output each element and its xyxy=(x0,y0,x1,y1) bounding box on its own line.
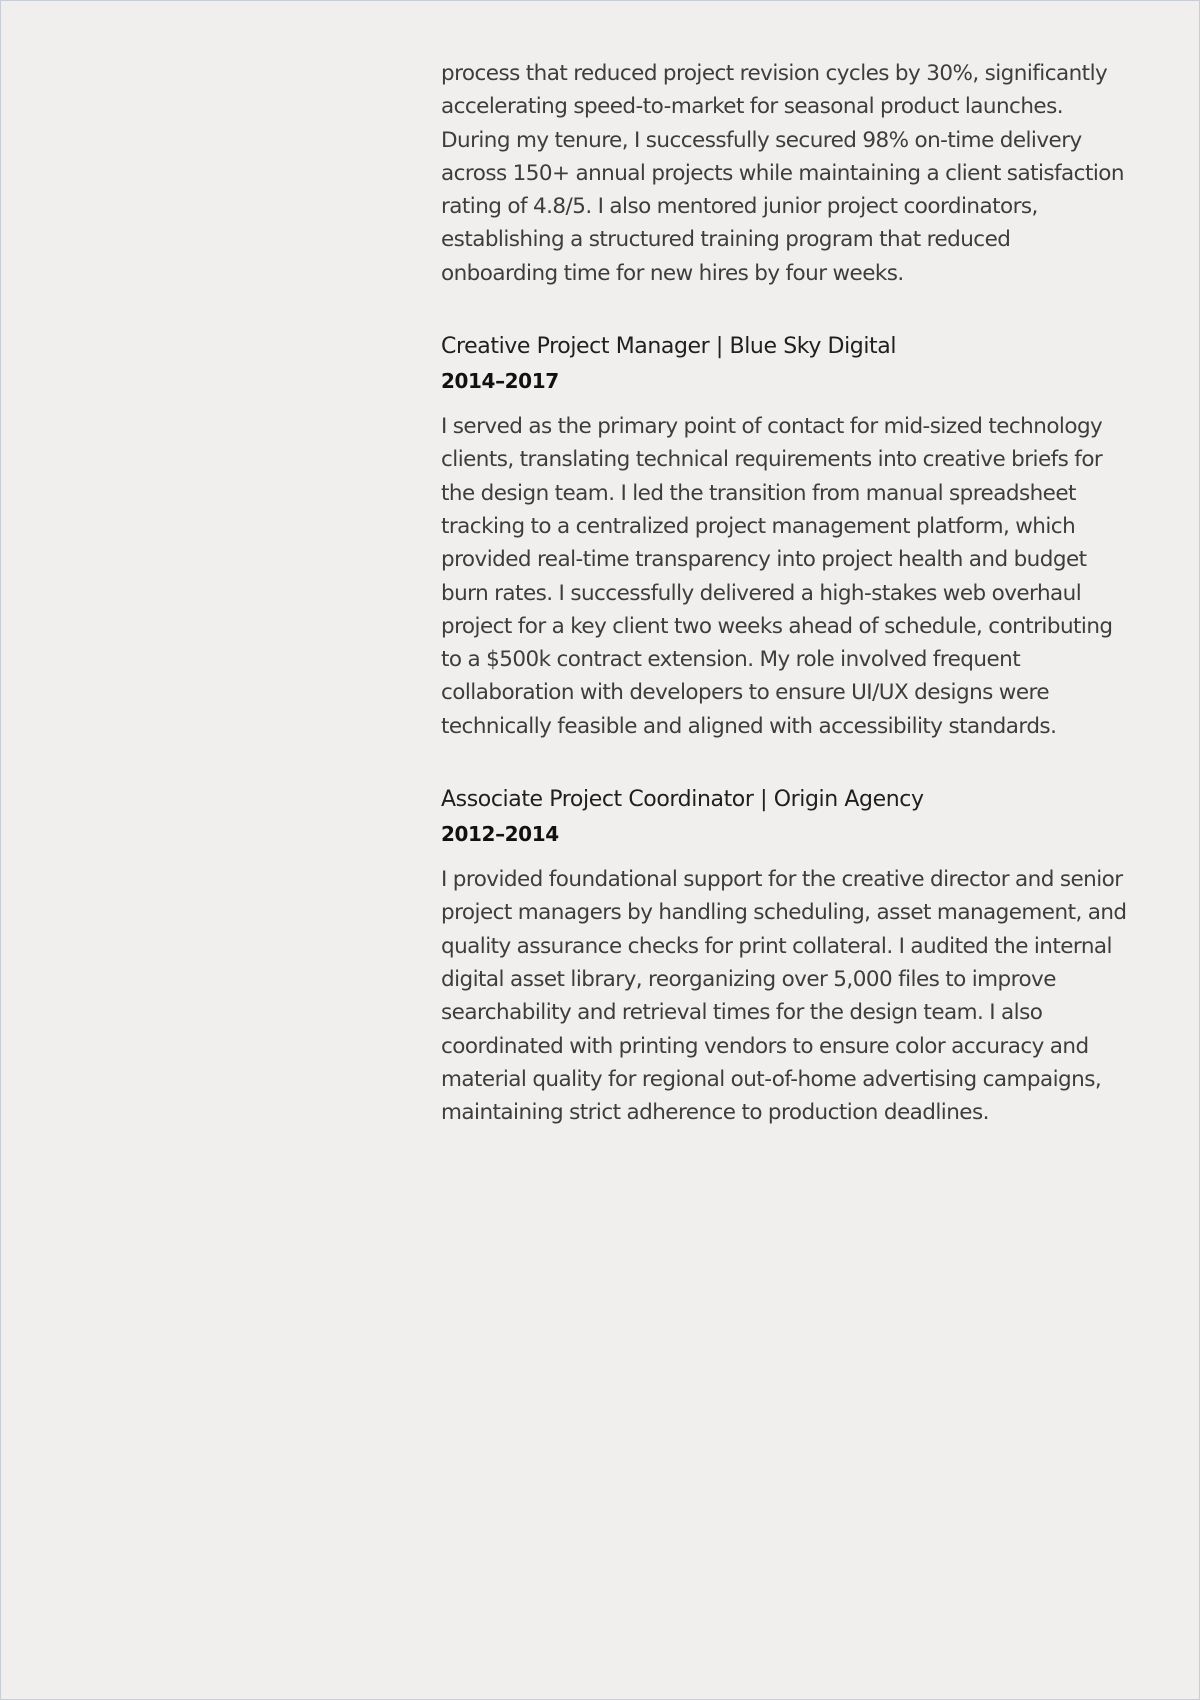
job-years: 2012–2014 xyxy=(441,822,559,847)
job-entry xyxy=(441,330,1131,743)
job-title: Associate Project Coordinator | Origin Agency xyxy=(441,787,924,813)
job-entry xyxy=(441,783,1131,1129)
job-years: 2014–2017 xyxy=(441,369,559,394)
experience-section xyxy=(441,57,1131,1129)
previous-job-description-continued: process that reduced project revision cycles by 30%, significantly accelerating speed-to-market for seasonal product launches. During my tenure, I successfully secured 98% on-time delivery across 150+ annual projects while maintaining a client satisfaction rating of 4.8/5. I also mentored junior project coordinators, establishing a structured training program that reduced onboarding time for new hires by four weeks. xyxy=(441,61,1124,286)
job-description: I served as the primary point of contact for mid-sized technology clients, translating technical requirements into creative briefs for the design team. I led the transition from manual spreadsheet tracking to a centralized project management platform, which provided real-time transparency into project health and budget burn rates. I successfully delivered a high-stakes web overhaul project for a key client two weeks ahead of schedule, contributing to a $500k contract extension. My role involved frequent collaboration with developers to ensure UI/UX designs were technically feasible and aligned with accessibility standards. xyxy=(441,414,1113,739)
job-description: I provided foundational support for the creative director and senior project managers by handling scheduling, asset management, and quality assurance checks for print collateral. I audited the internal digital asset library, reorganizing over 5,000 files to improve searchability and retrieval times for the design team. I also coordinated with printing vendors to ensure color accuracy and material quality for regional out-of-home advertising campaigns, maintaining strict adherence to production deadlines. xyxy=(441,867,1127,1126)
job-title: Creative Project Manager | Blue Sky Digital xyxy=(441,334,897,360)
